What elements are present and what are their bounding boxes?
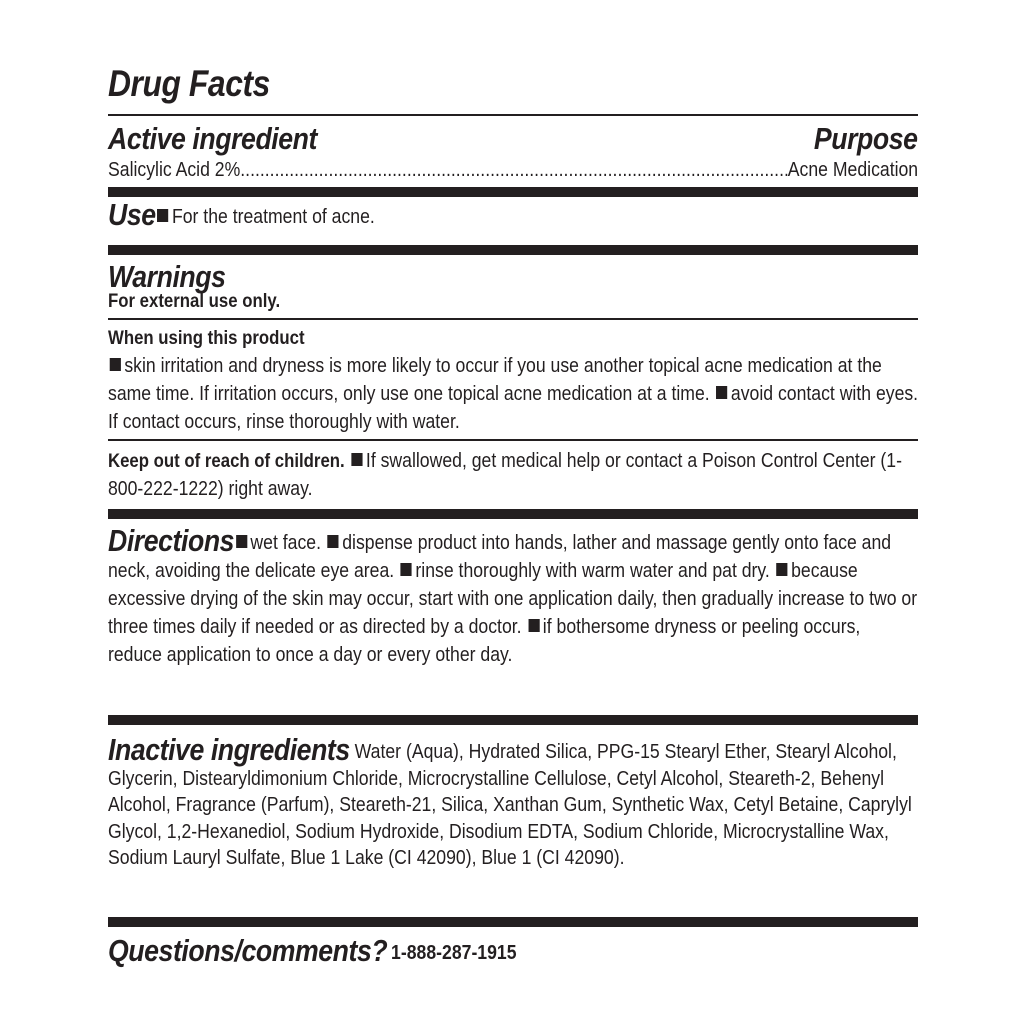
bullet-square-icon [776, 563, 787, 576]
bullet-square-icon [236, 535, 247, 548]
directions-item-4: because excessive drying of the skin may occur, start with one application daily, then gradually increase to two or three times daily if needed or as directed by a doctor. [108, 559, 918, 638]
keep-out-section [108, 441, 918, 509]
inactive-ingredients-text: Water (Aqua), Hydrated Silica, PPG-15 Stearyl Ether, Stearyl Alcohol, Glycerin, Distearyldimonium Chloride, Microcrystalline Cellulose, Cetyl Alcohol, Steareth-2, Behenyl Alcohol, Fragrance (Parfum), Steareth-21, Silica, Xanthan Gum, Synthetic Wax, Cetyl Betaine, Caprylyl Glycol, 1,2-Hexanediol, Sodium Hydroxide, Disodium EDTA, Sodium Chloride, Microcrystalline Wax, Sodium Lauryl Sulfate, Blue 1 Lake (CI 42090), Blue 1 (CI 42090). [108, 740, 912, 869]
bullet-square-icon [716, 386, 727, 399]
when-using-item-2: avoid contact with eyes. If contact occurs, rinse thoroughly with water. [108, 382, 919, 433]
active-ingredient-row [108, 156, 918, 184]
bullet-square-icon [351, 453, 362, 466]
leader-dots [240, 156, 787, 184]
keep-out-text: If swallowed, get medical help or contact a Poison Control Center (1-800-222-1222) right away. [108, 449, 902, 500]
bullet-square-icon [328, 535, 339, 548]
title-row [108, 62, 918, 114]
questions-phone: 1-888-287-1915 [391, 941, 517, 964]
use-text: For the treatment of acne. [171, 205, 375, 228]
inactive-ingredients-heading: Inactive ingredients [108, 732, 350, 767]
use-heading: Use [108, 197, 156, 232]
active-ingredient-name: Salicylic Acid 2% [108, 158, 241, 181]
directions-item-3: rinse thoroughly with warm water and pat dry. [415, 559, 770, 582]
directions-item-1: wet face. [250, 531, 321, 554]
directions-heading: Directions [108, 523, 235, 558]
keep-out-heading: Keep out of reach of children. [108, 450, 345, 472]
directions-item-5: if bothersome dryness or peeling occurs, reduce application to once a day or every other day. [108, 615, 861, 666]
section-bar [108, 509, 918, 519]
active-header-row [108, 116, 918, 156]
questions-heading: Questions/comments? [108, 933, 388, 968]
questions-section [108, 927, 918, 969]
directions-section [108, 519, 918, 715]
external-use-text: For external use only. [108, 290, 281, 312]
bullet-square-icon [528, 619, 539, 632]
section-bar [108, 245, 918, 255]
purpose-heading: Purpose [814, 121, 918, 156]
when-using-item-1: skin irritation and dryness is more likely to occur if you use another topical acne medication at the same time. If irritation occurs, only use one topical acne medication at a time. [108, 354, 882, 405]
warnings-section [108, 255, 918, 314]
bullet-square-icon [401, 563, 412, 576]
inactive-ingredients-section [108, 725, 918, 917]
bullet-square-icon [110, 358, 121, 371]
drug-facts-panel [108, 62, 918, 969]
active-ingredient-purpose: Acne Medication [787, 158, 919, 181]
use-section [108, 197, 918, 245]
directions-item-2: dispense product into hands, lather and massage gently onto face and neck, avoiding the delicate eye area. [108, 531, 892, 582]
page-title: Drug Facts [108, 63, 270, 104]
section-bar [108, 715, 918, 725]
warnings-heading: Warnings [108, 259, 226, 294]
when-using-heading: When using this product [108, 327, 305, 349]
active-ingredient-heading: Active ingredient [108, 121, 317, 156]
section-bar [108, 917, 918, 927]
when-using-section [108, 320, 918, 439]
section-bar [108, 187, 918, 197]
bullet-square-icon [157, 209, 168, 222]
